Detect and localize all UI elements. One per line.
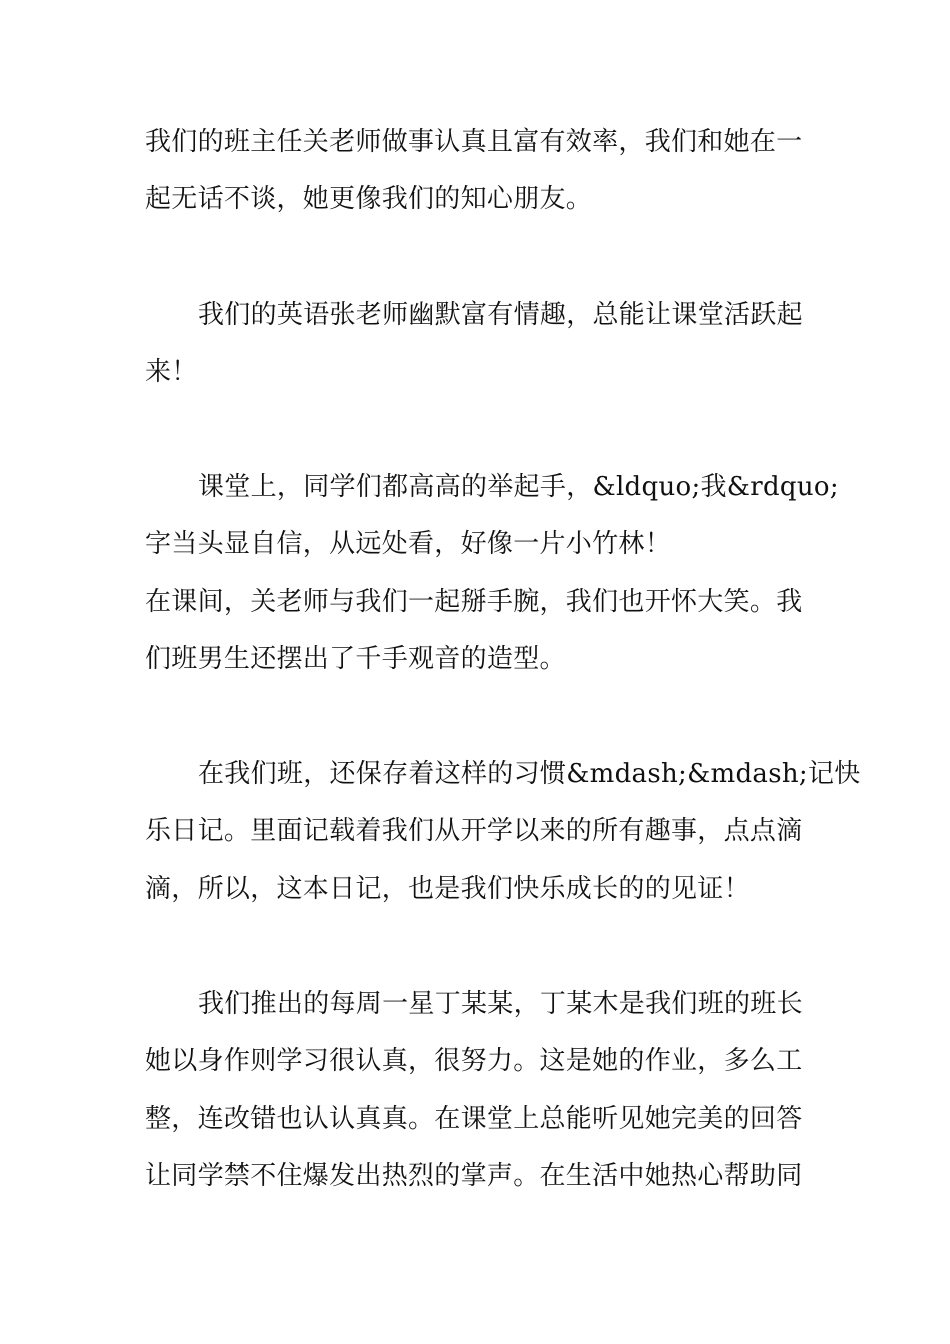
text-line-7: 在课间，关老师与我们一起掰手腕，我们也开怀大笑。我 [145, 587, 803, 617]
text-line-2: 起无话不谈，她更像我们的知心朋友。 [145, 184, 593, 214]
text-line-14: 整，连改错也认认真真。在课堂上总能听见她完美的回答 [145, 1104, 803, 1134]
text-line-3: 我们的英语张老师幽默富有情趣，总能让课堂活跃起 [198, 300, 803, 330]
text-line-13: 她以身作则学习很认真，很努力。这是她的作业，多么工 [145, 1046, 803, 1076]
text-line-9: 在我们班，还保存着这样的习惯&mdash;&mdash;记快 [198, 759, 861, 789]
text-line-4: 来！ [145, 357, 198, 387]
text-line-8: 们班男生还摆出了千手观音的造型。 [145, 644, 566, 674]
text-line-1: 我们的班主任关老师做事认真且富有效率，我们和她在一 [145, 127, 803, 157]
text-line-12: 我们推出的每周一星丁某某，丁某木是我们班的班长 [198, 989, 803, 1019]
text-line-15: 让同学禁不住爆发出热烈的掌声。在生活中她热心帮助同 [145, 1161, 803, 1191]
text-line-11: 滴，所以，这本日记，也是我们快乐成长的的见证！ [145, 874, 750, 904]
text-line-10: 乐日记。里面记载着我们从开学以来的所有趣事，点点滴 [145, 816, 803, 846]
text-line-5: 课堂上，同学们都高高的举起手，&ldquo;我&rdquo; [198, 472, 839, 502]
text-line-6: 字当头显自信，从远处看，好像一片小竹林！ [145, 529, 672, 559]
